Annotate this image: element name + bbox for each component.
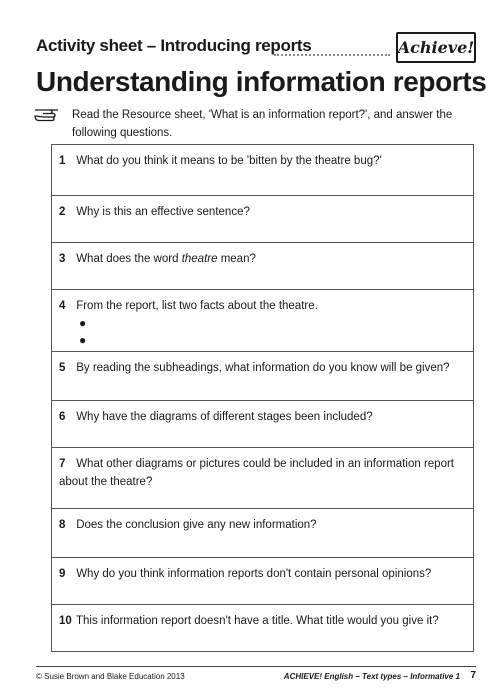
question-number: 4 xyxy=(59,300,66,312)
footer-rule xyxy=(36,666,476,667)
question-number: 6 xyxy=(59,411,66,423)
question-number: 2 xyxy=(59,206,66,218)
question-number: 3 xyxy=(59,253,66,265)
page-number: 7 xyxy=(470,670,476,681)
instruction-text: Read the Resource sheet, 'What is an information report?', and answer the following questions. xyxy=(72,109,453,139)
question-row-6 xyxy=(52,401,473,448)
question-row-5 xyxy=(52,352,473,401)
question-row-8 xyxy=(52,509,473,558)
question-number: 8 xyxy=(59,519,66,531)
question-number: 9 xyxy=(59,568,66,580)
question-text: What does the word theatre mean? xyxy=(76,253,256,265)
question-text: Why is this an effective sentence? xyxy=(76,206,250,218)
question-row-7 xyxy=(52,448,473,509)
question-text: Does the conclusion give any new information? xyxy=(76,519,317,531)
footer-series: ACHIEVE! English – Text types – Informative 1 xyxy=(283,672,460,681)
question-number: 10 xyxy=(59,615,72,627)
question-text: What other diagrams or pictures could be included in an information report about the theatre? xyxy=(59,458,454,488)
question-text: What do you think it means to be 'bitten by the theatre bug?' xyxy=(76,155,382,167)
achieve-badge: Achieve! xyxy=(396,32,476,63)
question-text: By reading the subheadings, what information do you know will be given? xyxy=(76,362,450,374)
pointing-hand-icon xyxy=(34,106,60,122)
footer-copyright: © Susie Brown and Blake Education 2013 xyxy=(36,672,185,681)
question-row-9 xyxy=(52,558,473,605)
question-text: Why do you think information reports don't contain personal opinions? xyxy=(76,568,432,580)
sheet-label: Activity sheet – Introducing reports xyxy=(36,36,312,55)
question-number: 5 xyxy=(59,362,66,374)
question-row-4 xyxy=(52,290,473,352)
question-number: 7 xyxy=(59,458,66,470)
question-row-1 xyxy=(52,145,473,196)
header-dotted-rule xyxy=(274,54,390,56)
page-header xyxy=(36,32,476,68)
question-text: This information report doesn't have a title. What title would you give it? xyxy=(76,615,439,627)
question-number: 1 xyxy=(59,155,66,167)
question-text: From the report, list two facts about the theatre. xyxy=(76,300,318,312)
answer-bullet: ● xyxy=(79,316,87,330)
question-row-10 xyxy=(52,605,473,652)
question-row-2 xyxy=(52,196,473,243)
questions-table xyxy=(51,144,474,652)
page-title: Understanding information reports xyxy=(36,66,487,97)
answer-bullet: ● xyxy=(79,333,87,347)
question-text: Why have the diagrams of different stages been included? xyxy=(76,411,373,423)
question-row-3 xyxy=(52,243,473,290)
